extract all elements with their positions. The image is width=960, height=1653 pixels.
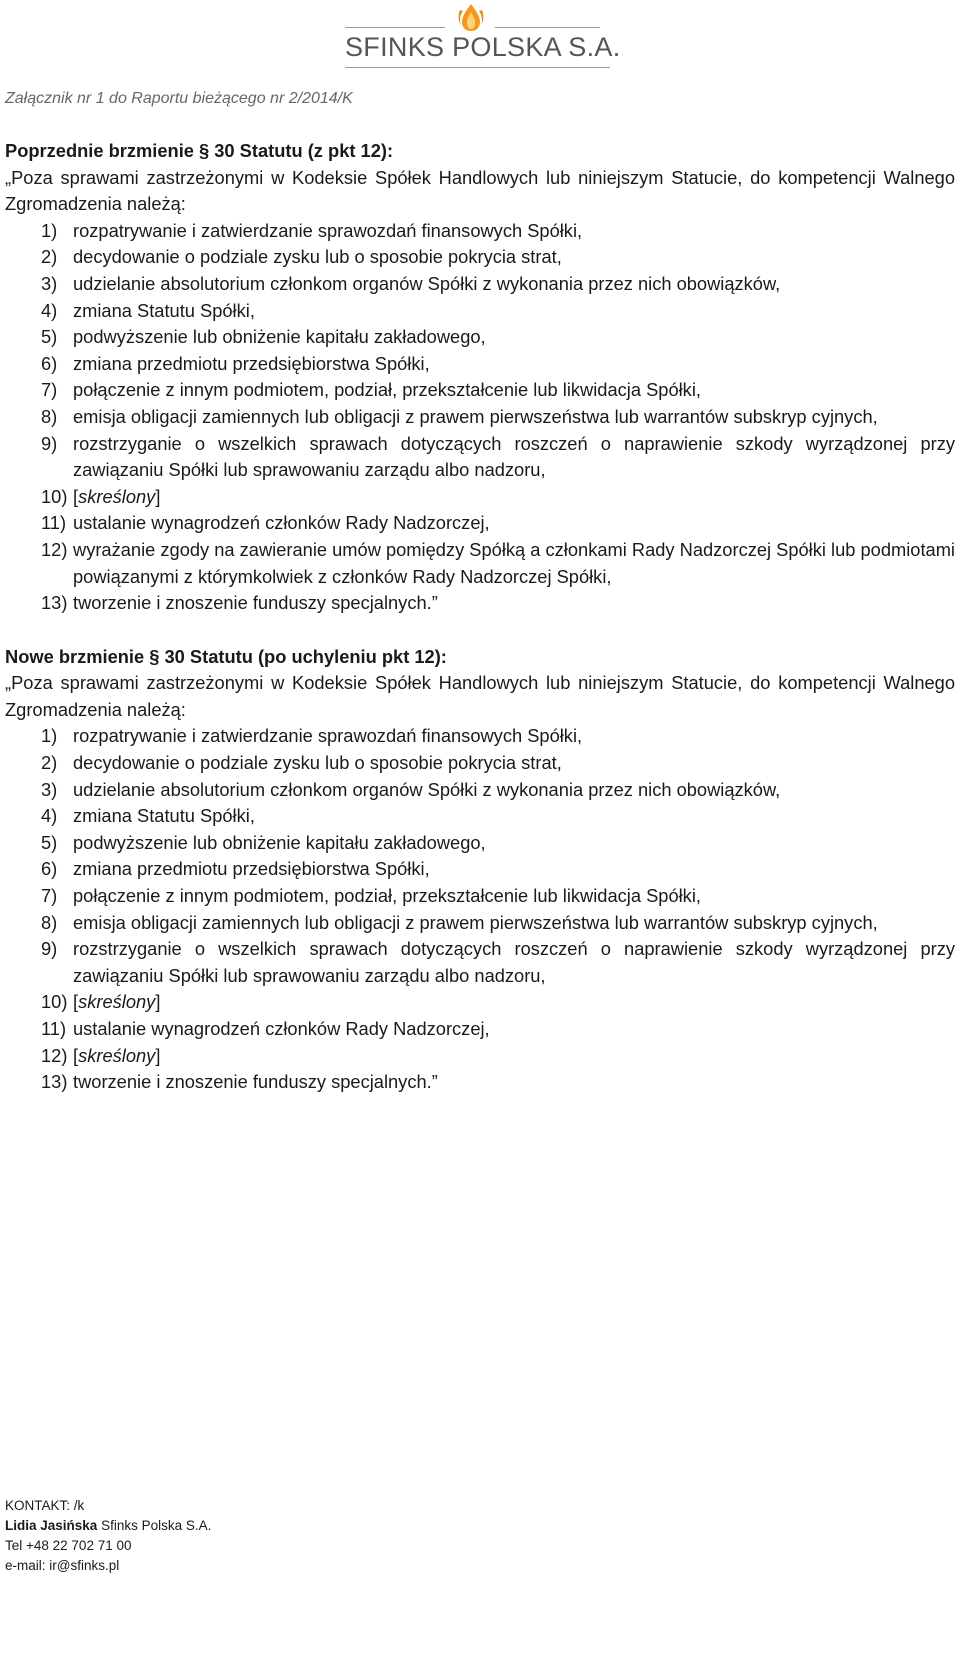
list-item: 1) rozpatrywanie i zatwierdzanie sprawozdań finansowych Spółki, <box>41 725 583 747</box>
list-item: 2) decydowanie o podziale zysku lub o sposobie pokrycia strat, <box>41 752 562 774</box>
list-item: 3) udzielanie absolutorium członkom organów Spółki z wykonania przez nich obowiązków, <box>41 778 781 800</box>
company-name: SFINKS POLSKA S.A. <box>345 32 621 62</box>
list-item: 5) podwyższenie lub obniżenie kapitału zakładowego, <box>41 326 486 348</box>
list-item: 13) tworzenie i znoszenie funduszy specjalnych.” <box>41 1071 438 1093</box>
list-item: 11) ustalanie wynagrodzeń członków Rady Nadzorczej, <box>41 1018 490 1039</box>
contact-label: KONTAKT: /k <box>5 1498 85 1513</box>
list-item: 9) rozstrzyganie o wszelkich sprawach dotyczących roszczeń o naprawienie szkody wyrządzonej przy zawiązaniu Spółki lub sprawowaniu zarządu albo nadzoru, <box>41 938 955 986</box>
company-logo <box>345 0 621 72</box>
list-item: 7) połączenie z innym podmiotem, podział, przekształcenie lub likwidacja Spółki, <box>41 379 701 401</box>
list-item: 7) połączenie z innym podmiotem, podział, przekształcenie lub likwidacja Spółki, <box>41 885 701 907</box>
list-item: 4) zmiana Statutu Spółki, <box>41 805 255 827</box>
previous-section-title: Poprzednie brzmienie § 30 Statutu (z pkt 12): <box>5 140 394 161</box>
list-item: 4) zmiana Statutu Spółki, <box>41 299 255 321</box>
contact-person-name: Lidia Jasińska <box>5 1518 98 1533</box>
new-items-list <box>5 723 955 1095</box>
list-item: 12) wyrażanie zgody na zawieranie umów pomiędzy Spółką a członkami Rady Nadzorczej Spółki lub podmiotami powiązanymi z którymkolwiek z członków Rady Nadzorczej Spółki, <box>41 538 955 587</box>
contact-block <box>5 1496 211 1576</box>
document-body <box>5 138 955 1096</box>
contact-person-company: Sfinks Polska S.A. <box>101 1518 212 1533</box>
list-item: 2) decydowanie o podziale zysku lub o sposobie pokrycia strat, <box>41 246 562 268</box>
list-item: 8) emisja obligacji zamiennych lub obligacji z prawem pierwszeństwa lub warrantów subskryp cyjnych, <box>41 911 878 933</box>
logo-underline <box>345 67 610 68</box>
new-intro: „Poza sprawami zastrzeżonymi w Kodeksie Spółek Handlowych lub niniejszym Statucie, do kompetencji Walnego Zgromadzenia należą: <box>5 672 955 720</box>
logo-rule-right <box>495 27 600 28</box>
section-gap <box>5 617 955 644</box>
list-item: 8) emisja obligacji zamiennych lub obligacji z prawem pierwszeństwa lub warrantów subskryp cyjnych, <box>41 405 878 427</box>
list-item: 10) [skreślony] <box>41 991 161 1013</box>
contact-phone: Tel +48 22 702 71 00 <box>5 1538 132 1553</box>
list-item: 13) tworzenie i znoszenie funduszy specjalnych.” <box>41 592 438 614</box>
contact-person <box>5 1516 211 1536</box>
new-section-title: Nowe brzmienie § 30 Statutu (po uchyleniu pkt 12): <box>5 645 447 667</box>
previous-intro: „Poza sprawami zastrzeżonymi w Kodeksie Spółek Handlowych lub niniejszym Statucie, do kompetencji Walnego Zgromadzenia należą: <box>5 166 955 215</box>
list-item: 6) zmiana przedmiotu przedsiębiorstwa Spółki, <box>41 352 430 374</box>
list-item: 9) rozstrzyganie o wszelkich sprawach dotyczących roszczeń o naprawienie szkody wyrządzonej przy zawiązaniu Spółki lub sprawowaniu zarządu albo nadzoru, <box>41 432 955 481</box>
logo-rule-left <box>345 27 445 28</box>
attachment-note: Załącznik nr 1 do Raportu bieżącego nr 2/2014/K <box>5 90 353 107</box>
flame-icon <box>453 2 489 32</box>
list-item: 11) ustalanie wynagrodzeń członków Rady Nadzorczej, <box>41 512 490 534</box>
previous-items-list <box>5 218 955 617</box>
list-item: 10) [skreślony] <box>41 485 161 507</box>
list-item: 1) rozpatrywanie i zatwierdzanie sprawozdań finansowych Spółki, <box>41 219 583 241</box>
list-item: 3) udzielanie absolutorium członkom organów Spółki z wykonania przez nich obowiązków, <box>41 272 781 294</box>
list-item: 6) zmiana przedmiotu przedsiębiorstwa Spółki, <box>41 858 430 880</box>
list-item: 5) podwyższenie lub obniżenie kapitału zakładowego, <box>41 831 486 853</box>
list-item: 12) [skreślony] <box>41 1044 161 1066</box>
contact-email: e-mail: ir@sfinks.pl <box>5 1558 120 1573</box>
